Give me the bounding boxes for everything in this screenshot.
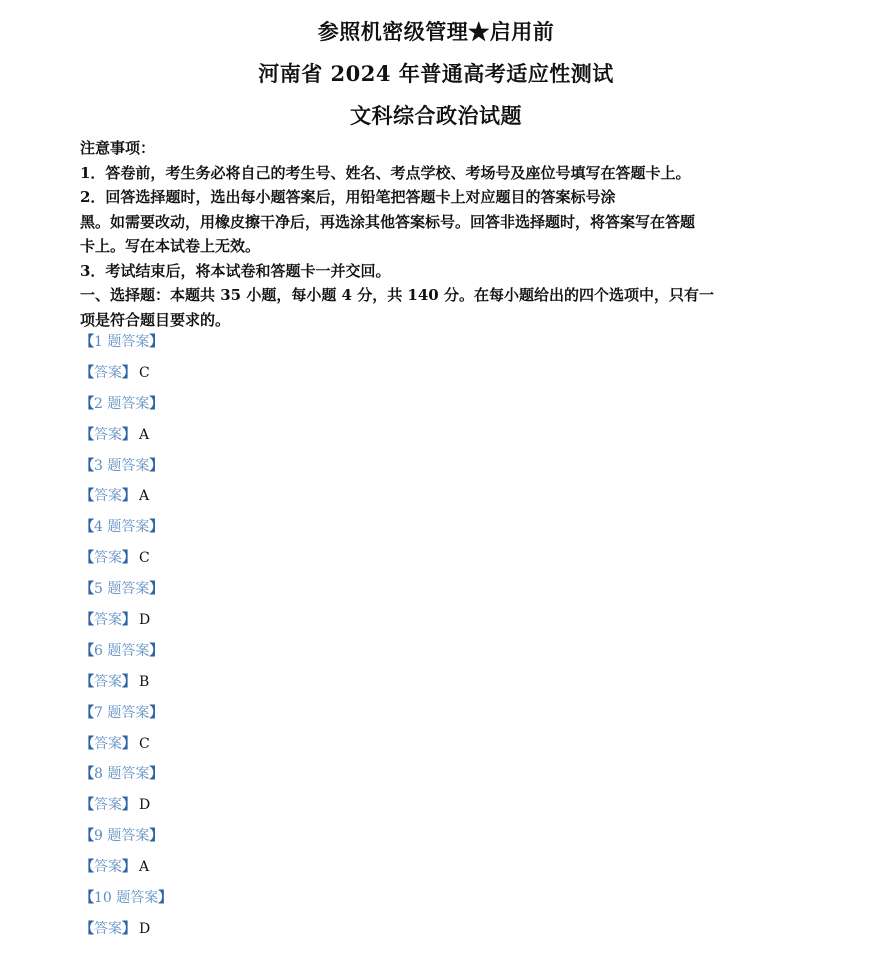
bracket-close: 】 bbox=[149, 642, 164, 659]
bracket-open: 【 bbox=[80, 920, 94, 937]
answer-list bbox=[80, 332, 172, 950]
question-label[interactable]: 1 题答案 bbox=[94, 334, 150, 350]
bracket-open: 【 bbox=[80, 426, 94, 443]
question-label[interactable]: 2 题答案 bbox=[94, 395, 150, 412]
question-answer-heading[interactable] bbox=[80, 394, 172, 425]
exam-notes bbox=[80, 136, 800, 332]
bracket-open: 【 bbox=[80, 890, 94, 907]
answer-label: 答案 bbox=[94, 426, 122, 443]
answer-label: 答案 bbox=[94, 673, 122, 690]
question-answer-heading[interactable] bbox=[80, 579, 172, 610]
bracket-close: 】 bbox=[149, 828, 164, 845]
bracket-close: 】 bbox=[122, 364, 136, 381]
bracket-close: 】 bbox=[122, 797, 136, 814]
bracket-open: 【 bbox=[80, 395, 94, 412]
answer-row bbox=[80, 425, 172, 456]
bracket-open: 【 bbox=[80, 519, 94, 536]
bracket-close: 】 bbox=[149, 581, 164, 598]
bracket-open: 【 bbox=[80, 581, 94, 598]
question-label[interactable]: 3 题答案 bbox=[94, 457, 150, 474]
bracket-open: 【 bbox=[80, 488, 94, 505]
bracket-close: 】 bbox=[122, 735, 136, 752]
bracket-open: 【 bbox=[80, 735, 94, 752]
bracket-open: 【 bbox=[80, 334, 94, 350]
bracket-open: 【 bbox=[80, 550, 94, 567]
answer-label: 答案 bbox=[94, 364, 122, 381]
answer-row bbox=[80, 363, 172, 394]
answer-value: A bbox=[139, 488, 150, 505]
note-line: 1．答卷前，考生务必将自己的考生号、姓名、考点学校、考场号及座位号填写在答题卡上。 bbox=[80, 163, 691, 182]
bracket-close: 】 bbox=[122, 859, 136, 876]
bracket-close: 】 bbox=[122, 550, 136, 567]
question-answer-heading[interactable] bbox=[80, 641, 172, 672]
answer-label: 答案 bbox=[94, 797, 122, 814]
bracket-close: 】 bbox=[122, 612, 136, 629]
bracket-open: 【 bbox=[80, 612, 94, 629]
answer-value: C bbox=[139, 364, 150, 381]
bracket-close: 】 bbox=[158, 890, 173, 907]
section-instruction: 一、选择题：本题共 35 小题，每小题 4 分，共 140 分。在每小题给出的四个选项中，只有一 bbox=[80, 286, 714, 304]
bracket-open: 【 bbox=[80, 859, 94, 876]
question-answer-heading[interactable] bbox=[80, 764, 172, 795]
answer-value: B bbox=[139, 673, 150, 690]
question-label[interactable]: 7 题答案 bbox=[94, 704, 150, 721]
answer-value: C bbox=[139, 550, 150, 567]
answer-value: D bbox=[139, 920, 151, 937]
bracket-open: 【 bbox=[80, 704, 94, 721]
answer-label: 答案 bbox=[94, 920, 122, 937]
question-answer-heading[interactable] bbox=[80, 456, 172, 487]
bracket-close: 】 bbox=[122, 488, 136, 505]
answer-row bbox=[80, 672, 172, 703]
bracket-open: 【 bbox=[80, 364, 94, 381]
note-line: 黑。如需要改动，用橡皮擦干净后，再选涂其他答案标号。回答非选择题时，将答案写在答题 bbox=[80, 212, 696, 231]
confidentiality-header: 参照机密级管理★启用前 bbox=[317, 19, 555, 44]
answer-value: D bbox=[139, 797, 151, 814]
bracket-close: 】 bbox=[122, 920, 136, 937]
answer-row bbox=[80, 919, 172, 950]
note-line: 2．回答选择题时，选出每小题答案后，用铅笔把答题卡上对应题目的答案标号涂 bbox=[80, 188, 616, 206]
question-label[interactable]: 9 题答案 bbox=[94, 828, 150, 845]
answer-value: D bbox=[139, 612, 151, 629]
bracket-close: 】 bbox=[149, 334, 164, 350]
bracket-open: 【 bbox=[80, 828, 94, 845]
section-instruction: 项是符合题目要求的。 bbox=[80, 310, 231, 329]
answer-label: 答案 bbox=[94, 859, 122, 876]
question-answer-heading[interactable] bbox=[80, 517, 172, 548]
question-answer-heading[interactable] bbox=[80, 332, 172, 363]
question-label[interactable]: 8 题答案 bbox=[94, 766, 150, 783]
bracket-close: 】 bbox=[122, 426, 136, 443]
question-answer-heading[interactable] bbox=[80, 703, 172, 734]
bracket-open: 【 bbox=[80, 797, 94, 814]
bracket-close: 】 bbox=[149, 519, 164, 536]
answer-value: A bbox=[139, 859, 150, 876]
answer-label: 答案 bbox=[94, 612, 122, 629]
bracket-open: 【 bbox=[80, 673, 94, 690]
answer-row bbox=[80, 795, 172, 826]
answer-label: 答案 bbox=[94, 488, 122, 505]
bracket-close: 】 bbox=[149, 704, 164, 721]
bracket-close: 】 bbox=[122, 673, 136, 690]
answer-value: A bbox=[139, 426, 150, 443]
bracket-open: 【 bbox=[80, 457, 94, 474]
note-line: 3．考试结束后，将本试卷和答题卡一并交回。 bbox=[80, 261, 391, 280]
question-label[interactable]: 6 题答案 bbox=[94, 642, 150, 659]
question-label[interactable]: 4 题答案 bbox=[94, 519, 150, 536]
question-label[interactable]: 5 题答案 bbox=[94, 581, 150, 598]
answer-label: 答案 bbox=[94, 735, 122, 752]
bracket-close: 】 bbox=[149, 395, 164, 412]
question-answer-heading[interactable] bbox=[80, 888, 172, 919]
bracket-close: 】 bbox=[149, 457, 164, 474]
answer-row bbox=[80, 857, 172, 888]
question-label[interactable]: 10 题答案 bbox=[94, 890, 159, 907]
subject-title: 文科综合政治试题 bbox=[350, 103, 522, 128]
answer-label: 答案 bbox=[94, 550, 122, 567]
answer-row bbox=[80, 734, 172, 765]
note-line: 卡上。写在本试卷上无效。 bbox=[80, 237, 261, 255]
bracket-close: 】 bbox=[149, 766, 164, 783]
question-answer-heading[interactable] bbox=[80, 826, 172, 857]
answer-row bbox=[80, 548, 172, 579]
answer-row bbox=[80, 610, 172, 641]
answer-row bbox=[80, 486, 172, 517]
bracket-open: 【 bbox=[80, 642, 94, 659]
answer-value: C bbox=[139, 735, 150, 752]
exam-title: 河南省 2024 年普通高考适应性测试 bbox=[258, 61, 614, 86]
notes-heading: 注意事项： bbox=[80, 139, 156, 157]
bracket-open: 【 bbox=[80, 766, 94, 783]
